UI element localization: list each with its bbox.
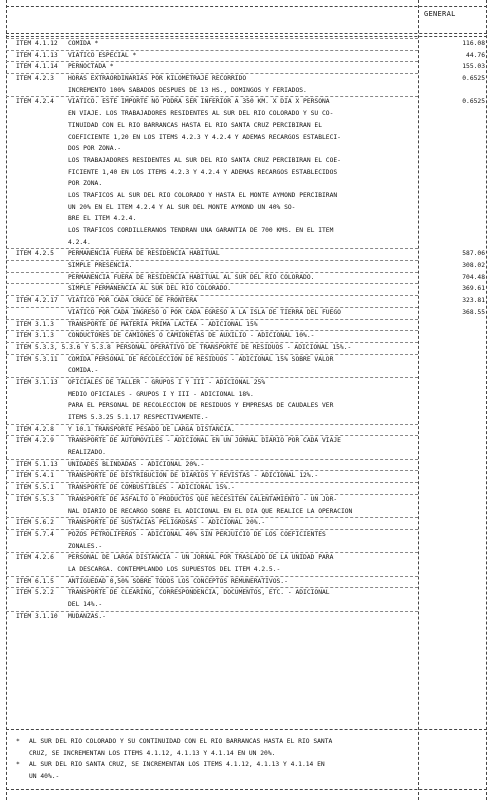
table-row bbox=[0, 120, 493, 132]
item-description: TRANSPORTE DE SUSTACIAS PELIGROSAS - ADICIONAL 20%.- bbox=[68, 519, 266, 527]
item-description: OFICIALES DE TALLER - GRUPOS I Y III - ADICIONAL 25% bbox=[68, 378, 266, 386]
table-row bbox=[0, 564, 493, 576]
item-value: 0.6525 bbox=[462, 98, 485, 106]
table-row bbox=[0, 400, 493, 412]
item-value: 704.48 bbox=[462, 273, 485, 281]
table-row bbox=[0, 470, 493, 482]
item-description: EN VIAJE. LOS TRABAJADORES RESIDENTES AL SUR DEL RIO COLORADO Y SU CO- bbox=[68, 110, 334, 118]
item-description: MUDANZAS.- bbox=[68, 612, 106, 620]
item-value: 323.81 bbox=[462, 297, 485, 305]
item-description: COEFICIENTE 1,20 EN LOS ITEMS 4.2.3 Y 4.2.4 Y ADEMAS RECARGOS ESTABLECI- bbox=[68, 133, 341, 141]
item-code: ITEM 5.6.2 bbox=[16, 519, 54, 527]
item-value: 368.55 bbox=[462, 308, 485, 316]
table-row bbox=[0, 447, 493, 459]
item-description: POZOS PETROLIFEROS - ADICIONAL 40% SIN PERJUICIO DE LOS COEFICIENTES bbox=[68, 530, 326, 538]
item-description: VIATICO ESPECIAL * bbox=[68, 51, 137, 59]
item-code: ITEM 4.2.17 bbox=[16, 297, 58, 305]
table-row bbox=[0, 330, 493, 342]
item-description: DEL 14%.- bbox=[68, 601, 103, 608]
item-value: 369.61 bbox=[462, 285, 485, 293]
table-row bbox=[0, 61, 493, 73]
table-row bbox=[0, 85, 493, 97]
item-description: PARA EL PERSONAL DE RECOLECCION DE RESIDUOS Y EMPRESAS DE CAUDALES VER bbox=[68, 402, 334, 410]
item-code: ITEM 3.1.3 bbox=[16, 320, 54, 328]
column-header-general: GENERAL bbox=[424, 10, 456, 18]
item-description: PERSONAL DE LARGA DISTANCIA - UN JORNAL POR TRASLADO DE LA UNIDAD PARA bbox=[68, 554, 334, 562]
table-row bbox=[0, 599, 493, 611]
item-description: SIMPLE PRESENCIA. bbox=[68, 262, 133, 270]
item-description: REALIZADO. bbox=[68, 449, 106, 457]
item-description: COMIDA PERSONAL DE RECOLECCION DE RESIDUOS - ADICIONAL 15% SOBRE VALOR bbox=[68, 355, 334, 363]
table-row bbox=[0, 272, 493, 284]
item-value: 116.08 bbox=[462, 40, 485, 47]
item-description: TRANSPORTE DE AUTOMOVILES - ADICIONAL EN UN JORNAL DIARIO POR CADA VIAJE bbox=[68, 437, 341, 445]
item-code: ITEM 5.2.2 bbox=[16, 589, 54, 597]
item-description: LA DESCARGA. CONTEMPLANDO LOS SUPUESTOS DEL ITEM 4.2.5.- bbox=[68, 565, 281, 573]
table-row bbox=[0, 494, 493, 506]
item-code: ITEM 4.2.8 bbox=[16, 425, 54, 433]
item-description: SIMPLE PERMANENCIA AL SUR DEL RIO COLORADO. bbox=[68, 285, 232, 293]
item-description: PERMANENCIA FUERA DE RESIDENCIA HABITUAL AL SUR DEL RIO COLORADO. bbox=[68, 273, 315, 281]
table-row bbox=[0, 283, 493, 295]
item-description: DOS POR ZONA.- bbox=[68, 145, 122, 153]
item-description: LOS TRAFICOS AL SUR DEL RIO COLORADO Y HASTA EL MONTE AYMOND PERCIBIRAN bbox=[68, 191, 338, 199]
item-code: ITEM 5.5.3 bbox=[16, 495, 54, 503]
item-description: POR ZONA. bbox=[68, 180, 103, 188]
table-row bbox=[0, 552, 493, 564]
footnote-marker: * bbox=[16, 761, 20, 768]
table-row bbox=[0, 354, 493, 366]
table-row bbox=[0, 73, 493, 85]
item-description: VIATICO POR CADA CRUCE DE FRONTERA bbox=[68, 297, 197, 305]
item-description: PERSONAL OPERATIVO DE TRANSPORTE DE RESIDUOS - ADICIONAL 15%.- bbox=[116, 343, 352, 351]
item-code: ITEM 4.1.12 bbox=[16, 40, 58, 47]
item-code: ITEM 5.5.1 bbox=[16, 484, 54, 492]
item-description: TINUIDAD CON EL RIO BARRANCAS HASTA EL RIO SANTA CRUZ PERCIBIRAN EL bbox=[68, 121, 323, 129]
item-code: ITEM 5.3.11 bbox=[16, 355, 58, 363]
item-code: ITEM 3.1.3 bbox=[16, 332, 54, 340]
table-row bbox=[0, 541, 493, 553]
table-row bbox=[0, 108, 493, 120]
item-description: INCREMENTO 100% SABADOS DESPUES DE 13 HS., DOMINGOS Y FERIADOS. bbox=[68, 86, 307, 94]
item-code: ITEM 5.3.3, 5.3.6 Y 5.3.8 bbox=[16, 343, 111, 351]
bottom-rule bbox=[6, 789, 487, 790]
item-value: 155.03 bbox=[462, 63, 485, 71]
table-row bbox=[0, 459, 493, 471]
item-description: VIATICO POR CADA INGRESO O POR CADA EGRESO A LA ISLA DE TIERRA DEL FUEGO bbox=[68, 308, 341, 316]
table-bottom-rule bbox=[6, 729, 487, 730]
table-row bbox=[0, 155, 493, 167]
table-row bbox=[0, 143, 493, 155]
item-code: ITEM 4.2.9 bbox=[16, 437, 54, 445]
footnote-text: AL SUR DEL RIO SANTA CRUZ, SE INCREMENTAN LOS ITEMS 4.1.12, 4.1.13 Y 4.1.14 EN bbox=[29, 761, 325, 768]
table-row bbox=[0, 96, 493, 108]
table-row bbox=[0, 365, 493, 377]
item-value: 0.6525 bbox=[462, 75, 485, 83]
item-description: COMIDA.- bbox=[68, 367, 99, 375]
table-row bbox=[0, 225, 493, 237]
table-row bbox=[0, 202, 493, 214]
item-description: FICIENTE 1,40 EN LOS ITEMS 4.2.3 Y 4.2.4 Y ADEMAS RECARGOS ESTABLECIDOS bbox=[68, 168, 338, 176]
header-rule bbox=[6, 33, 487, 34]
item-description: ZONALES.- bbox=[68, 542, 103, 550]
item-description: BRE EL ITEM 4.2.4. bbox=[68, 215, 137, 223]
item-code: ITEM 5.1.13 bbox=[16, 460, 58, 468]
table-row bbox=[0, 342, 493, 354]
header-rule-double bbox=[6, 36, 487, 37]
item-description: ITEMS 5.3.25 5.1.17 RESPECTIVAMENTE.- bbox=[68, 414, 209, 421]
item-value: 44.76 bbox=[466, 51, 485, 59]
table-row bbox=[0, 295, 493, 307]
table-row bbox=[0, 178, 493, 190]
item-description: LOS TRABAJADORES RESIDENTES AL SUR DEL RIO SANTA CRUZ PERCIBIRAN EL COE- bbox=[68, 156, 341, 164]
item-description: 4.2.4. bbox=[68, 238, 91, 246]
item-description: PERNOCTADA * bbox=[68, 63, 114, 71]
table-row bbox=[0, 529, 493, 541]
footnote-text: UN 40%.- bbox=[29, 772, 60, 780]
item-description: TRANSPORTE DE COMBUSTIBLES - ADICIONAL 15%.- bbox=[68, 484, 235, 492]
item-description: PERMANENCIA FUERA DE RESIDENCIA HABITUAL bbox=[68, 250, 220, 258]
table-row bbox=[0, 319, 493, 331]
item-value: 587.06 bbox=[462, 250, 485, 258]
item-code: ITEM 4.2.4 bbox=[16, 98, 54, 106]
item-description: VIATICO. ESTE IMPORTE NO PODRA SER INFERIOR A 350 KM. X DIA X PERSONA bbox=[68, 98, 330, 106]
footnotes bbox=[0, 736, 493, 782]
item-description: TRANSPORTE DE DISTRIBUCION DE DIARIOS Y REVISTAS - ADICIONAL 12%.- bbox=[68, 472, 319, 480]
table-row bbox=[0, 576, 493, 588]
item-code: ITEM 3.1.10 bbox=[16, 612, 58, 620]
item-description: NAL DIARIO DE RECARGO SOBRE EL ADICIONAL EN EL DIA QUE REALICE LA OPERACION bbox=[68, 507, 353, 515]
item-description: Y 10.1 TRANSPORTE PESADO DE LARGA DISTANCIA. bbox=[68, 425, 235, 433]
table-row bbox=[0, 412, 493, 424]
item-code: ITEM 5.4.1 bbox=[16, 472, 54, 480]
table-row bbox=[0, 587, 493, 599]
item-code: ITEM 4.2.3 bbox=[16, 75, 54, 83]
item-code: ITEM 4.1.14 bbox=[16, 63, 58, 71]
table-row bbox=[0, 377, 493, 389]
item-description: CONDUCTORES DE CAMIONES O CAMIONETAS DE AUXILIO - ADICIONAL 10%.- bbox=[68, 332, 315, 340]
table-row bbox=[0, 482, 493, 494]
footnote-text: AL SUR DEL RIO COLORADO Y SU CONTINUIDAD CON EL RIO BARRANCAS HASTA EL RIO SANTA bbox=[29, 738, 333, 745]
item-description: TRANSPORTE DE MATERIA PRIMA LACTEA - ADICIONAL 15% bbox=[68, 320, 258, 328]
table-row bbox=[0, 517, 493, 529]
table-row bbox=[0, 213, 493, 225]
item-code: ITEM 4.2.5 bbox=[16, 250, 54, 258]
table-row bbox=[0, 167, 493, 179]
footnote-line bbox=[0, 736, 493, 748]
footnote-text: CRUZ, SE INCREMENTAN LOS ITEMS 4.1.12, 4.1.13 Y 4.1.14 EN UN 20%. bbox=[29, 749, 276, 757]
item-value: 308.02 bbox=[462, 262, 485, 270]
table-row bbox=[0, 260, 493, 272]
item-code: ITEM 5.7.4 bbox=[16, 530, 54, 538]
table-row bbox=[0, 190, 493, 202]
item-description: TRANSPORTE DE ASFALTO O PRODUCTOS QUE NECESITEN CALENTAMIENTO - UN JOR- bbox=[68, 495, 338, 503]
table-row bbox=[0, 611, 493, 623]
table-row bbox=[0, 132, 493, 144]
table-row bbox=[0, 506, 493, 518]
item-description: UNIDADES BLINDADAS - ADICIONAL 20%.- bbox=[68, 460, 205, 468]
footnote-line bbox=[0, 771, 493, 783]
footnote-line bbox=[0, 748, 493, 760]
table-row bbox=[0, 424, 493, 436]
table-row bbox=[0, 237, 493, 249]
item-code: ITEM 6.1.5 bbox=[16, 577, 54, 585]
item-description: COMIDA * bbox=[68, 40, 99, 47]
item-description: UN 20% EN EL ITEM 4.2.4 Y AL SUR DEL MONTE AYMOND UN 40% SO- bbox=[68, 203, 296, 211]
item-code: ITEM 4.1.13 bbox=[16, 51, 58, 59]
item-description: ANTIGUEDAD 0,50% SOBRE TODOS LOS CONCEPTOS REMUNERATIVOS.- bbox=[68, 577, 288, 585]
items-table bbox=[0, 38, 493, 622]
item-code: ITEM 3.1.13 bbox=[16, 378, 58, 386]
table-row bbox=[0, 248, 493, 260]
top-rule bbox=[6, 6, 487, 7]
footnote-line bbox=[0, 759, 493, 771]
table-row bbox=[0, 307, 493, 319]
item-description: HORAS EXTRAORDINARIAS POR KILOMETRAJE RECORRIDO bbox=[68, 75, 247, 83]
table-row bbox=[0, 435, 493, 447]
table-row bbox=[0, 50, 493, 62]
table-row bbox=[0, 38, 493, 50]
item-description: LOS TRAFICOS CORDILLERANOS TENDRAN UNA GARANTIA DE 700 KMS. EN EL ITEM bbox=[68, 227, 334, 234]
item-description: MEDIO OFICIALES - GRUPOS I Y III - ADICIONAL 18%. bbox=[68, 390, 254, 398]
table-row bbox=[0, 389, 493, 401]
item-code: ITEM 4.2.6 bbox=[16, 554, 54, 562]
footnote-marker: * bbox=[16, 738, 20, 745]
item-description: TRANSPORTE DE CLEARING, CORRESPONDENCIA, DOCUMENTOS, ETC. - ADICIONAL bbox=[68, 589, 330, 597]
